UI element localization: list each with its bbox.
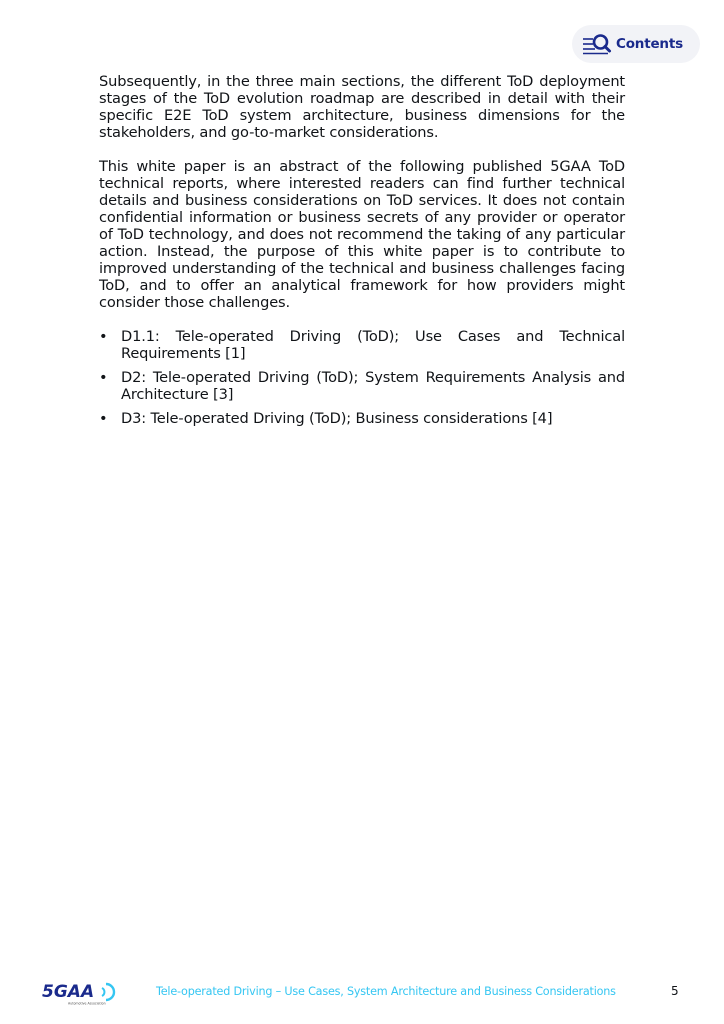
contents-button[interactable] xyxy=(572,25,700,63)
5gaa-logo xyxy=(42,980,122,1006)
paragraph-intro: Subsequently, in the three main sections, the different ToD deployment stages of the ToD evolution roadmap are described in detail with their specific E2E ToD system architecture, business dimensions for the stakeholders, and go-to-market considerations. xyxy=(99,73,625,141)
paragraph-abstract: This white paper is an abstract of the following published 5GAA ToD technical reports, where interested readers can find further technical details and business considerations on ToD services. It does not contain confidential information or business secrets of any provider or operator of ToD technology, and does not recommend the taking of any particular action. Instead, the purpose of this white paper is to contribute to improved understanding of the technical and business challenges facing ToD, and to offer an analytical framework for how providers might consider those challenges. xyxy=(99,158,625,311)
svg-text:Automotive Association: Automotive Association xyxy=(68,1001,106,1006)
list-item-text: D3: Tele-operated Driving (ToD); Business considerations [4] xyxy=(121,410,553,427)
main-content xyxy=(99,73,625,434)
bullet: • xyxy=(99,369,108,386)
list-item xyxy=(99,410,625,427)
list-search-icon xyxy=(582,33,612,55)
bullet: • xyxy=(99,410,108,427)
page-number: 5 xyxy=(671,984,679,998)
list-item xyxy=(99,328,625,362)
bullet: • xyxy=(99,328,108,345)
list-item-text: D2: Tele-operated Driving (ToD); System Requirements Analysis and Architecture [3] xyxy=(121,369,625,403)
list-item-text: D1.1: Tele-operated Driving (ToD); Use Cases and Technical Requirements [1] xyxy=(121,328,625,362)
footer-document-title: Tele-operated Driving – Use Cases, System Architecture and Business Considerations xyxy=(156,985,616,998)
contents-label: Contents xyxy=(616,36,683,52)
list-item xyxy=(99,369,625,403)
svg-text:5GAA: 5GAA xyxy=(42,982,95,1002)
reports-list xyxy=(99,328,625,427)
